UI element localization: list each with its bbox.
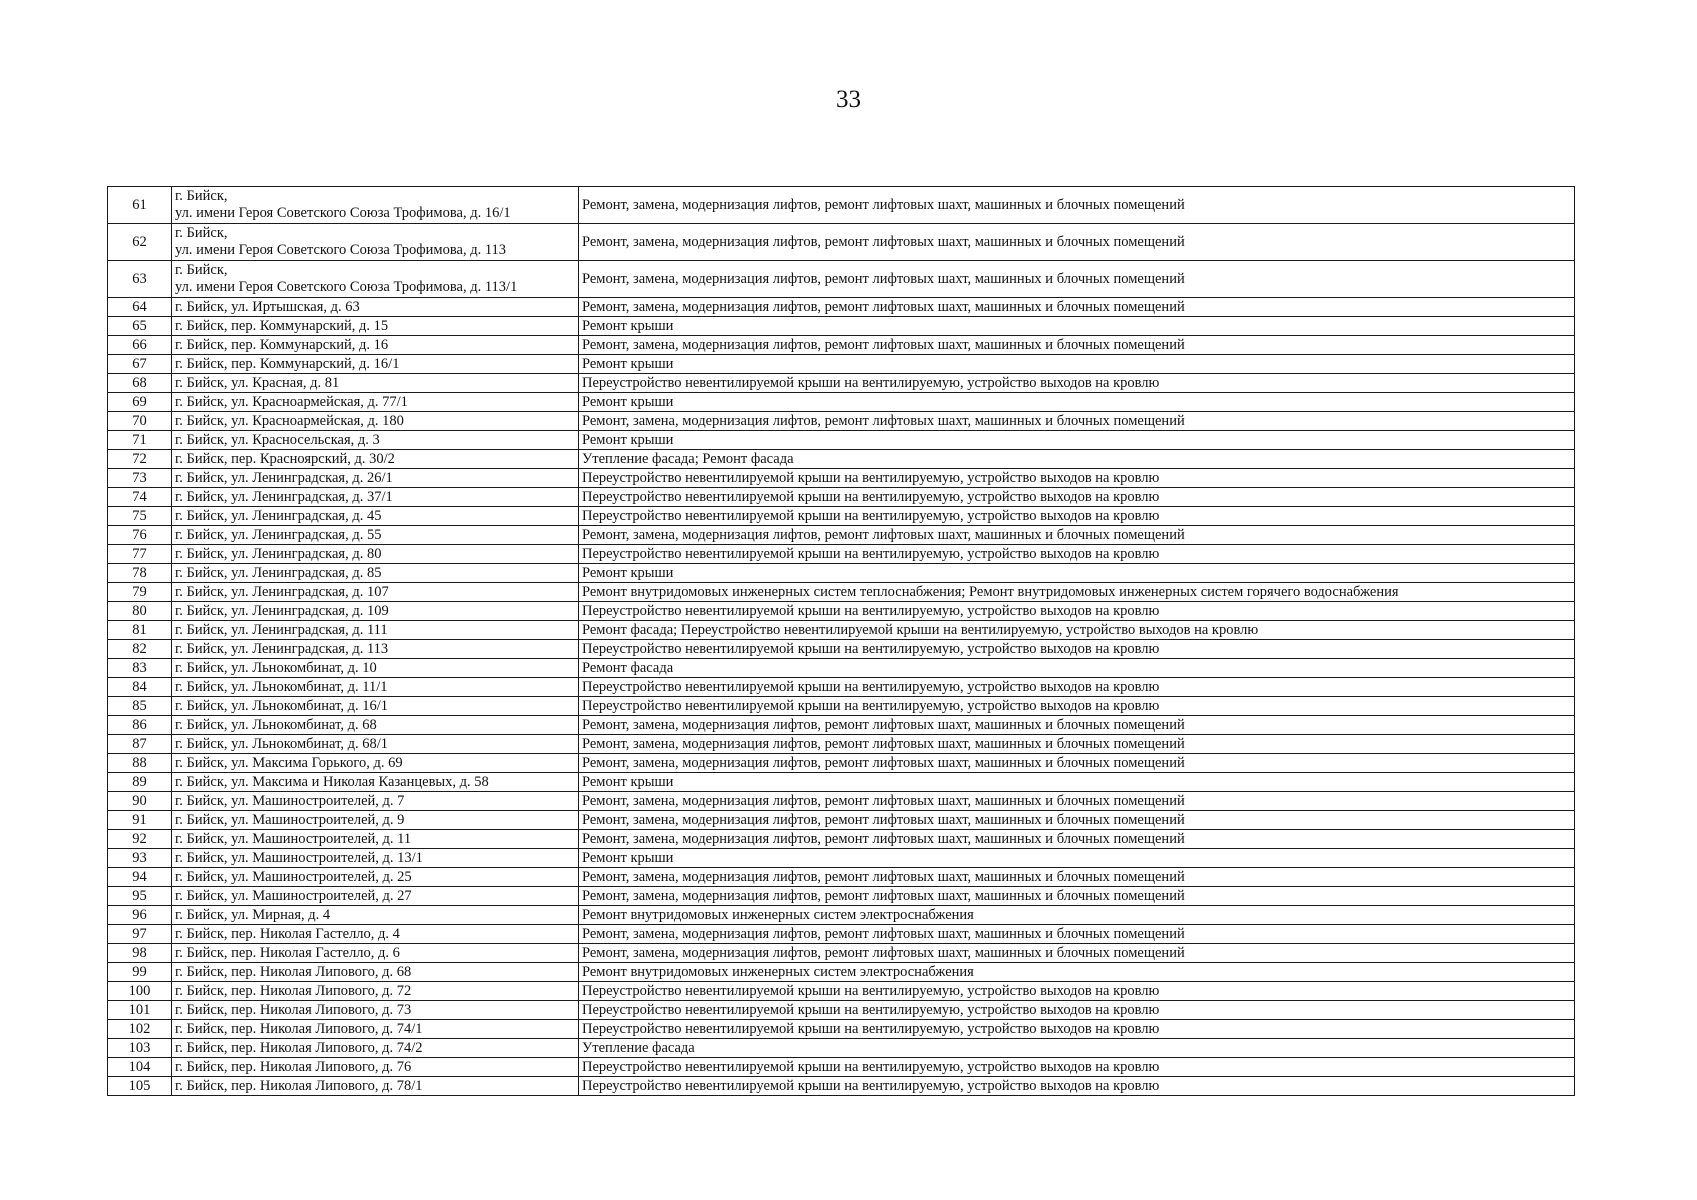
table-row xyxy=(108,261,1575,298)
row-number-cell: 76 xyxy=(108,526,172,545)
table-row xyxy=(108,374,1575,393)
address-cell: г. Бийск, пер. Николая Липового, д. 73 xyxy=(172,1001,579,1020)
table-row xyxy=(108,830,1575,849)
work-type-cell: Переустройство невентилируемой крыши на вентилируемую, устройство выходов на кровлю xyxy=(579,982,1575,1001)
work-type-cell: Ремонт крыши xyxy=(579,355,1575,374)
work-type-cell: Переустройство невентилируемой крыши на вентилируемую, устройство выходов на кровлю xyxy=(579,678,1575,697)
work-type-cell: Ремонт внутридомовых инженерных систем электроснабжения xyxy=(579,963,1575,982)
table-row xyxy=(108,906,1575,925)
table-row xyxy=(108,697,1575,716)
row-number-cell: 81 xyxy=(108,621,172,640)
address-cell: г. Бийск, ул. Ленинградская, д. 80 xyxy=(172,545,579,564)
table-row xyxy=(108,963,1575,982)
table-row xyxy=(108,1039,1575,1058)
table-row xyxy=(108,507,1575,526)
work-type-cell: Ремонт крыши xyxy=(579,564,1575,583)
address-cell: г. Бийск, ул. Ленинградская, д. 37/1 xyxy=(172,488,579,507)
row-number-cell: 97 xyxy=(108,925,172,944)
table-row xyxy=(108,754,1575,773)
address-cell: г. Бийск, пер. Николая Липового, д. 68 xyxy=(172,963,579,982)
row-number-cell: 94 xyxy=(108,868,172,887)
work-type-cell: Ремонт крыши xyxy=(579,773,1575,792)
work-type-cell: Переустройство невентилируемой крыши на вентилируемую, устройство выходов на кровлю xyxy=(579,1020,1575,1039)
table-row xyxy=(108,1058,1575,1077)
address-cell: г. Бийск, ул. Льнокомбинат, д. 11/1 xyxy=(172,678,579,697)
address-cell: г. Бийск, ул. Красноармейская, д. 77/1 xyxy=(172,393,579,412)
address-cell: г. Бийск, пер. Николая Липового, д. 74/2 xyxy=(172,1039,579,1058)
address-cell: г. Бийск, ул. Льнокомбинат, д. 68 xyxy=(172,716,579,735)
address-cell: г. Бийск, ул. Льнокомбинат, д. 68/1 xyxy=(172,735,579,754)
address-cell: г. Бийск, пер. Николая Липового, д. 78/1 xyxy=(172,1077,579,1096)
table-row xyxy=(108,336,1575,355)
row-number-cell: 70 xyxy=(108,412,172,431)
table-row xyxy=(108,849,1575,868)
table-row xyxy=(108,187,1575,224)
address-cell: г. Бийск, ул. имени Героя Советского Союза Трофимова, д. 16/1 xyxy=(172,187,579,224)
table-row xyxy=(108,982,1575,1001)
row-number-cell: 72 xyxy=(108,450,172,469)
work-type-cell: Ремонт, замена, модернизация лифтов, ремонт лифтовых шахт, машинных и блочных помещений xyxy=(579,944,1575,963)
row-number-cell: 89 xyxy=(108,773,172,792)
row-number-cell: 65 xyxy=(108,317,172,336)
work-type-cell: Ремонт, замена, модернизация лифтов, ремонт лифтовых шахт, машинных и блочных помещений xyxy=(579,735,1575,754)
table-row xyxy=(108,488,1575,507)
work-type-cell: Ремонт, замена, модернизация лифтов, ремонт лифтовых шахт, машинных и блочных помещений xyxy=(579,716,1575,735)
work-type-cell: Ремонт, замена, модернизация лифтов, ремонт лифтовых шахт, машинных и блочных помещений xyxy=(579,261,1575,298)
row-number-cell: 83 xyxy=(108,659,172,678)
table-row xyxy=(108,1077,1575,1096)
row-number-cell: 87 xyxy=(108,735,172,754)
address-cell: г. Бийск, ул. Красноармейская, д. 180 xyxy=(172,412,579,431)
address-cell: г. Бийск, ул. Ленинградская, д. 111 xyxy=(172,621,579,640)
address-cell: г. Бийск, пер. Коммунарский, д. 16/1 xyxy=(172,355,579,374)
work-type-cell: Переустройство невентилируемой крыши на вентилируемую, устройство выходов на кровлю xyxy=(579,545,1575,564)
work-type-cell: Ремонт фасада; Переустройство невентилируемой крыши на вентилируемую, устройство выходов на кровлю xyxy=(579,621,1575,640)
address-cell: г. Бийск, ул. Ленинградская, д. 107 xyxy=(172,583,579,602)
table-row xyxy=(108,450,1575,469)
row-number-cell: 77 xyxy=(108,545,172,564)
work-type-cell: Переустройство невентилируемой крыши на вентилируемую, устройство выходов на кровлю xyxy=(579,507,1575,526)
row-number-cell: 95 xyxy=(108,887,172,906)
row-number-cell: 103 xyxy=(108,1039,172,1058)
address-cell: г. Бийск, ул. Ленинградская, д. 85 xyxy=(172,564,579,583)
work-type-cell: Ремонт крыши xyxy=(579,849,1575,868)
row-number-cell: 67 xyxy=(108,355,172,374)
row-number-cell: 91 xyxy=(108,811,172,830)
table-row xyxy=(108,1020,1575,1039)
row-number-cell: 75 xyxy=(108,507,172,526)
address-cell: г. Бийск, ул. Максима и Николая Казанцевых, д. 58 xyxy=(172,773,579,792)
address-cell: г. Бийск, ул. Машиностроителей, д. 27 xyxy=(172,887,579,906)
address-cell: г. Бийск, ул. Ленинградская, д. 26/1 xyxy=(172,469,579,488)
work-type-cell: Ремонт, замена, модернизация лифтов, ремонт лифтовых шахт, машинных и блочных помещений xyxy=(579,412,1575,431)
table-row xyxy=(108,792,1575,811)
table-row xyxy=(108,224,1575,261)
address-cell: г. Бийск, пер. Красноярский, д. 30/2 xyxy=(172,450,579,469)
table-row xyxy=(108,393,1575,412)
work-type-cell: Ремонт, замена, модернизация лифтов, ремонт лифтовых шахт, машинных и блочных помещений xyxy=(579,336,1575,355)
address-cell: г. Бийск, ул. Машиностроителей, д. 25 xyxy=(172,868,579,887)
work-type-cell: Ремонт крыши xyxy=(579,431,1575,450)
table-body xyxy=(108,187,1575,1096)
table-row xyxy=(108,564,1575,583)
work-type-cell: Ремонт внутридомовых инженерных систем электроснабжения xyxy=(579,906,1575,925)
work-type-cell: Переустройство невентилируемой крыши на вентилируемую, устройство выходов на кровлю xyxy=(579,488,1575,507)
table-row xyxy=(108,659,1575,678)
row-number-cell: 73 xyxy=(108,469,172,488)
row-number-cell: 63 xyxy=(108,261,172,298)
row-number-cell: 90 xyxy=(108,792,172,811)
work-type-cell: Переустройство невентилируемой крыши на вентилируемую, устройство выходов на кровлю xyxy=(579,469,1575,488)
address-cell: г. Бийск, ул. имени Героя Советского Союза Трофимова, д. 113 xyxy=(172,224,579,261)
row-number-cell: 101 xyxy=(108,1001,172,1020)
work-type-cell: Переустройство невентилируемой крыши на вентилируемую, устройство выходов на кровлю xyxy=(579,697,1575,716)
row-number-cell: 61 xyxy=(108,187,172,224)
address-cell: г. Бийск, пер. Николая Гастелло, д. 6 xyxy=(172,944,579,963)
table-row xyxy=(108,526,1575,545)
work-type-cell: Ремонт крыши xyxy=(579,393,1575,412)
work-type-cell: Ремонт, замена, модернизация лифтов, ремонт лифтовых шахт, машинных и блочных помещений xyxy=(579,187,1575,224)
row-number-cell: 68 xyxy=(108,374,172,393)
row-number-cell: 93 xyxy=(108,849,172,868)
table-row xyxy=(108,678,1575,697)
work-type-cell: Переустройство невентилируемой крыши на вентилируемую, устройство выходов на кровлю xyxy=(579,1058,1575,1077)
row-number-cell: 88 xyxy=(108,754,172,773)
address-cell: г. Бийск, ул. Ленинградская, д. 113 xyxy=(172,640,579,659)
address-cell: г. Бийск, ул. Ленинградская, д. 45 xyxy=(172,507,579,526)
table-row xyxy=(108,431,1575,450)
table-row xyxy=(108,317,1575,336)
table-row xyxy=(108,545,1575,564)
row-number-cell: 96 xyxy=(108,906,172,925)
work-type-cell: Переустройство невентилируемой крыши на вентилируемую, устройство выходов на кровлю xyxy=(579,1077,1575,1096)
row-number-cell: 64 xyxy=(108,298,172,317)
address-cell: г. Бийск, пер. Николая Липового, д. 76 xyxy=(172,1058,579,1077)
work-type-cell: Переустройство невентилируемой крыши на вентилируемую, устройство выходов на кровлю xyxy=(579,640,1575,659)
table-row xyxy=(108,583,1575,602)
table-row xyxy=(108,811,1575,830)
address-cell: г. Бийск, ул. Мирная, д. 4 xyxy=(172,906,579,925)
work-type-cell: Переустройство невентилируемой крыши на вентилируемую, устройство выходов на кровлю xyxy=(579,602,1575,621)
work-type-cell: Ремонт, замена, модернизация лифтов, ремонт лифтовых шахт, машинных и блочных помещений xyxy=(579,811,1575,830)
address-cell: г. Бийск, ул. Машиностроителей, д. 13/1 xyxy=(172,849,579,868)
row-number-cell: 85 xyxy=(108,697,172,716)
row-number-cell: 99 xyxy=(108,963,172,982)
table-row xyxy=(108,298,1575,317)
address-cell: г. Бийск, пер. Николая Гастелло, д. 4 xyxy=(172,925,579,944)
work-type-cell: Ремонт фасада xyxy=(579,659,1575,678)
row-number-cell: 104 xyxy=(108,1058,172,1077)
table-row xyxy=(108,621,1575,640)
table-row xyxy=(108,716,1575,735)
table-row xyxy=(108,944,1575,963)
work-type-cell: Переустройство невентилируемой крыши на вентилируемую, устройство выходов на кровлю xyxy=(579,1001,1575,1020)
work-type-cell: Ремонт, замена, модернизация лифтов, ремонт лифтовых шахт, машинных и блочных помещений xyxy=(579,868,1575,887)
address-cell: г. Бийск, ул. Льнокомбинат, д. 16/1 xyxy=(172,697,579,716)
work-type-cell: Ремонт, замена, модернизация лифтов, ремонт лифтовых шахт, машинных и блочных помещений xyxy=(579,830,1575,849)
address-cell: г. Бийск, пер. Николая Липового, д. 72 xyxy=(172,982,579,1001)
address-cell: г. Бийск, ул. Машиностроителей, д. 7 xyxy=(172,792,579,811)
works-table xyxy=(107,186,1575,1096)
row-number-cell: 79 xyxy=(108,583,172,602)
work-type-cell: Утепление фасада xyxy=(579,1039,1575,1058)
address-cell: г. Бийск, ул. имени Героя Советского Союза Трофимова, д. 113/1 xyxy=(172,261,579,298)
table-row xyxy=(108,868,1575,887)
row-number-cell: 98 xyxy=(108,944,172,963)
work-type-cell: Ремонт, замена, модернизация лифтов, ремонт лифтовых шахт, машинных и блочных помещений xyxy=(579,792,1575,811)
address-cell: г. Бийск, пер. Коммунарский, д. 16 xyxy=(172,336,579,355)
work-type-cell: Ремонт, замена, модернизация лифтов, ремонт лифтовых шахт, машинных и блочных помещений xyxy=(579,526,1575,545)
row-number-cell: 100 xyxy=(108,982,172,1001)
row-number-cell: 86 xyxy=(108,716,172,735)
table-row xyxy=(108,773,1575,792)
work-type-cell: Ремонт, замена, модернизация лифтов, ремонт лифтовых шахт, машинных и блочных помещений xyxy=(579,298,1575,317)
row-number-cell: 102 xyxy=(108,1020,172,1039)
table-row xyxy=(108,640,1575,659)
row-number-cell: 62 xyxy=(108,224,172,261)
address-cell: г. Бийск, ул. Машиностроителей, д. 11 xyxy=(172,830,579,849)
row-number-cell: 71 xyxy=(108,431,172,450)
table-row xyxy=(108,1001,1575,1020)
address-cell: г. Бийск, ул. Ленинградская, д. 109 xyxy=(172,602,579,621)
work-type-cell: Утепление фасада; Ремонт фасада xyxy=(579,450,1575,469)
row-number-cell: 82 xyxy=(108,640,172,659)
row-number-cell: 105 xyxy=(108,1077,172,1096)
address-cell: г. Бийск, ул. Иртышская, д. 63 xyxy=(172,298,579,317)
row-number-cell: 84 xyxy=(108,678,172,697)
work-type-cell: Переустройство невентилируемой крыши на вентилируемую, устройство выходов на кровлю xyxy=(579,374,1575,393)
address-cell: г. Бийск, ул. Красная, д. 81 xyxy=(172,374,579,393)
row-number-cell: 69 xyxy=(108,393,172,412)
work-type-cell: Ремонт крыши xyxy=(579,317,1575,336)
work-type-cell: Ремонт, замена, модернизация лифтов, ремонт лифтовых шахт, машинных и блочных помещений xyxy=(579,224,1575,261)
table-row xyxy=(108,887,1575,906)
work-type-cell: Ремонт внутридомовых инженерных систем теплоснабжения; Ремонт внутридомовых инженерных систем горячего водоснабжения xyxy=(579,583,1575,602)
row-number-cell: 80 xyxy=(108,602,172,621)
page-number: 33 xyxy=(836,86,861,113)
table-row xyxy=(108,925,1575,944)
row-number-cell: 66 xyxy=(108,336,172,355)
row-number-cell: 74 xyxy=(108,488,172,507)
work-type-cell: Ремонт, замена, модернизация лифтов, ремонт лифтовых шахт, машинных и блочных помещений xyxy=(579,754,1575,773)
work-type-cell: Ремонт, замена, модернизация лифтов, ремонт лифтовых шахт, машинных и блочных помещений xyxy=(579,887,1575,906)
table-row xyxy=(108,469,1575,488)
row-number-cell: 78 xyxy=(108,564,172,583)
work-type-cell: Ремонт, замена, модернизация лифтов, ремонт лифтовых шахт, машинных и блочных помещений xyxy=(579,925,1575,944)
table-row xyxy=(108,602,1575,621)
address-cell: г. Бийск, ул. Ленинградская, д. 55 xyxy=(172,526,579,545)
table-row xyxy=(108,355,1575,374)
address-cell: г. Бийск, ул. Максима Горького, д. 69 xyxy=(172,754,579,773)
table-row xyxy=(108,412,1575,431)
address-cell: г. Бийск, пер. Николая Липового, д. 74/1 xyxy=(172,1020,579,1039)
address-cell: г. Бийск, ул. Льнокомбинат, д. 10 xyxy=(172,659,579,678)
table-row xyxy=(108,735,1575,754)
address-cell: г. Бийск, пер. Коммунарский, д. 15 xyxy=(172,317,579,336)
address-cell: г. Бийск, ул. Красносельская, д. 3 xyxy=(172,431,579,450)
address-cell: г. Бийск, ул. Машиностроителей, д. 9 xyxy=(172,811,579,830)
row-number-cell: 92 xyxy=(108,830,172,849)
